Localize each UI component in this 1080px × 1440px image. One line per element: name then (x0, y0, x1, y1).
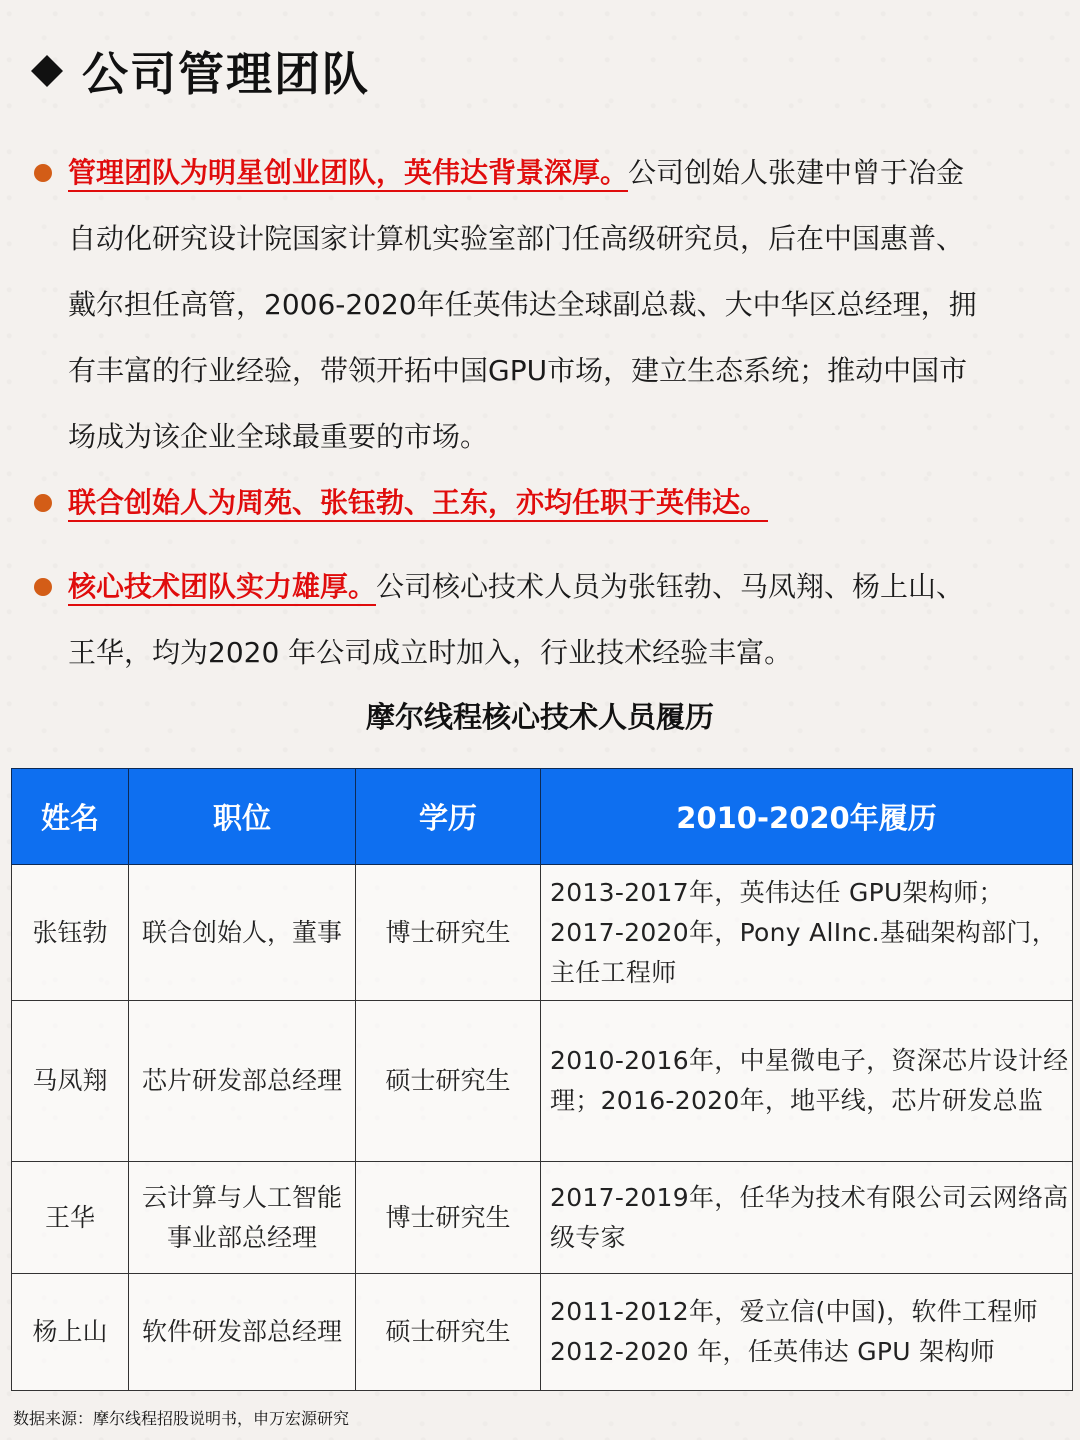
table-row (12, 1001, 1073, 1162)
circle-bullet-icon (34, 164, 52, 182)
bullet-text: 自动化研究设计院国家计算机实验室部门任高级研究员，后在中国惠普、 (68, 222, 965, 255)
page-title: 公司管理团队 (82, 47, 370, 101)
resume-table (11, 768, 1073, 1391)
circle-bullet-icon (34, 578, 52, 596)
cell-position: 芯片研发部总经理 (129, 1001, 356, 1162)
cell-education: 博士研究生 (356, 1162, 541, 1274)
table-row (12, 1274, 1073, 1391)
cell-position: 联合创始人，董事 (129, 865, 356, 1001)
cell-resume: 2017-2019年，任华为技术有限公司云网络高 级专家 (541, 1162, 1073, 1274)
cell-education: 硕士研究生 (356, 1001, 541, 1162)
bullet-text: 公司核心技术人员为张钰勃、马凤翔、杨上山、 (376, 570, 965, 603)
page-header (30, 38, 370, 104)
bullet-text: 有丰富的行业经验，带领开拓中国GPU市场，建立生态系统；推动中国市 (68, 354, 968, 387)
cell-position: 云计算与人工智能 事业部总经理 (129, 1162, 356, 1274)
cell-education: 博士研究生 (356, 865, 541, 1001)
bullet-text: 王华，均为2020 年公司成立时加入，行业技术经验丰富。 (68, 636, 793, 669)
bullet-item (30, 140, 1060, 470)
table-header-row (12, 769, 1073, 865)
cell-name: 杨上山 (12, 1274, 129, 1391)
bullet-text: 公司创始人张建中曾于冶金 (628, 156, 965, 189)
diamond-icon (30, 54, 64, 88)
source-note: 数据来源：摩尔线程招股说明书，申万宏源研究 (13, 1409, 350, 1428)
bullet-highlight: 核心技术团队实力雄厚。 (68, 570, 376, 606)
bullet-item (30, 470, 1060, 536)
table-title: 摩尔线程核心技术人员履历 (365, 700, 714, 734)
column-header-education: 学历 (356, 769, 541, 865)
cell-name: 马凤翔 (12, 1001, 129, 1162)
cell-resume: 2010-2016年，中星微电子，资深芯片设计经 理；2016-2020年，地平线，芯片研发总监 (541, 1001, 1073, 1162)
table-row (12, 1162, 1073, 1274)
cell-position: 软件研发部总经理 (129, 1274, 356, 1391)
column-header-resume: 2010-2020年履历 (541, 769, 1073, 865)
bullet-highlight: 联合创始人为周苑、张钰勃、王东，亦均任职于英伟达。 (68, 486, 768, 522)
circle-bullet-icon (34, 494, 52, 512)
column-header-name: 姓名 (12, 769, 129, 865)
cell-education: 硕士研究生 (356, 1274, 541, 1391)
bullet-item (30, 554, 1060, 686)
table-row (12, 865, 1073, 1001)
cell-name: 张钰勃 (12, 865, 129, 1001)
bullet-text: 戴尔担任高管，2006-2020年任英伟达全球副总裁、大中华区总经理，拥 (68, 288, 977, 321)
cell-resume: 2011-2012年，爱立信(中国)，软件工程师 2012-2020 年，任英伟达 GPU 架构师 (541, 1274, 1073, 1391)
bullet-highlight: 管理团队为明星创业团队，英伟达背景深厚。 (68, 156, 628, 192)
cell-name: 王华 (12, 1162, 129, 1274)
bullet-text: 场成为该企业全球最重要的市场。 (68, 420, 489, 453)
column-header-position: 职位 (129, 769, 356, 865)
bullet-list (30, 140, 1060, 686)
cell-resume: 2013-2017年，英伟达任 GPU架构师； 2017-2020年，Pony AlInc.基础架构部门， 主任工程师 (541, 865, 1073, 1001)
